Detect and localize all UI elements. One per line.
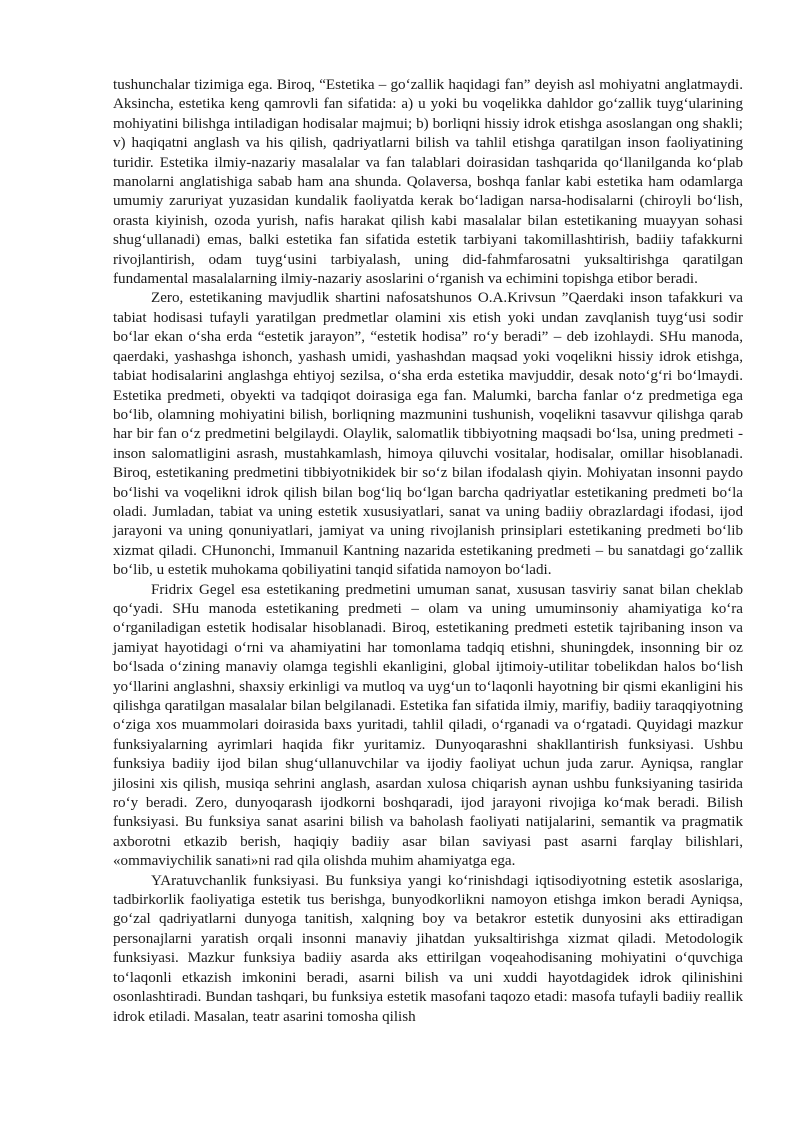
document-body [113, 76, 743, 1027]
paragraph-4: YAratuvchanlik funksiyasi. Bu funksiya yangi ko‘rinishdagi iqtisodiyotning estetik asoslariga, tadbirkorlik faoliyatiga estetik tus berishga, bunyodkorlikni namoyon etishga imkon beradi Ayniqsa, go‘zal qadriyatlarni dunyoga tanitish, xalqning boy va betakror estetik dunyosini aks ettiradigan personajlarni yaratish orqali insonni manaviy jihatdan yuksaltirishga xizmat qiladi. Metodologik funksiyasi. Mazkur funksiya badiiy asarda aks ettirilgan voqeahodisaning mohiyatini o‘quvchiga to‘laqonli etkazish imkonini beradi, asarni bilish va uni xuddi hayotdagidek idrok qilinishini osonlashtiradi. Bundan tashqari, bu funksiya estetik masofani taqozo etadi: masofa tufayli badiiy reallik idrok etiladi. Masalan, teatr asarini tomosha qilish [113, 872, 743, 1025]
paragraph-2: Zero, estetikaning mavjudlik shartini nafosatshunos O.A.Krivsun ”Qaerdaki inson tafakkuri va tabiat hodisasi tufayli yaratilgan predmetlar olamini xis etish yoki undan zavqlanish tuyg‘usi sodir bo‘lar ekan o‘sha erda “estetik jarayon”, “estetik hodisa” ro‘y beradi” – deb izohlaydi. SHu manoda, qaerdaki, yashashga ishonch, yashash umidi, yashashdan maqsad yoki voqelikni hissiy idrok etishga, tabiat hodisalarini anglashga ehtiyoj sezilsa, o‘sha erda estetika mavjuddir, desak noto‘g‘ri bo‘lmaydi. Estetika predmeti, obyekti va tadqiqot doirasiga ega fan. Malumki, barcha fanlar o‘z predmetiga ega bo‘lib, olamning mohiyatini bilish, borliqning mazmunini tushunish, voqelikni tasavvur qilishga qarab har bir fan o‘z predmetini belgilaydi. Olaylik, salomatlik tibbiyotning maqsadi bo‘lsa, uning predmeti - inson salomatligini asrash, mustahkamlash, himoya qiluvchi vositalar, hodisalar, omillar hisoblanadi. Biroq, estetikaning predmetini tibbiyotnikidek bir so‘z bilan ifodalash qiyin. Mohiyatan insonni paydo bo‘lishi va voqelikni idrok qilish bilan bog‘liq bo‘lgan barcha qadriyatlar estetikaning predmeti bo‘la oladi. Jumladan, tabiat va uning estetik xususiyatlari, sanat va uning badiiy obrazlardagi ifodasi, ijod jarayoni va uning qonuniyatlari, jamiyat va uning rivojlanish prinsiplari estetikaning predmeti bo‘lib xizmat qiladi. CHunonchi, Immanuil Kantning nazarida estetikaning predmeti – bu sanatdagi go‘zallik bo‘lib, u estetik muhokama qobiliyatini tanqid sifatida namoyon bo‘ladi. [113, 290, 743, 579]
paragraph-3: Fridrix Gegel esa estetikaning predmetini umuman sanat, xususan tasviriy sanat bilan cheklab qo‘yadi. SHu manoda estetikaning predmeti – olam va uning umuminsoniy ahamiyatiga ko‘ra o‘rganiladigan estetik hodisalar hisoblanadi. Biroq, estetikaning predmeti estetik tajribaning inson va jamiyat hayotidagi o‘rni va ahamiyatini har tomonlama tadqiq etishni, shuningdek, insonning bir oz bo‘lsada o‘zining manaviy olamga tegishli ekanligini, global ijtimoiy-utilitar tobelikdan halos bo‘lish yo‘llarini anglashni, shaxsiy erkinligi va mutloq va uyg‘un to‘laqonli hayotning bir qismi ekanligini his qilishga qaratilgan masalalar bilan belgilanadi. Estetika fan sifatida ilmiy, marifiy, badiiy taraqqiyotning o‘ziga xos muammolari doirasida baxs yuritadi, tahlil qiladi, o‘rganadi va o‘rgatadi. Quyidagi mazkur funksiyalarning ayrimlari haqida fikr yuritamiz. Dunyoqarashni shakllantirish funksiyasi. Ushbu funksiya badiiy ijod bilan shug‘ullanuvchilar va ijodiy faoliyat uchun juda zarur. Ayniqsa, ranglar jilosini xis qilish, musiqa sehrini anglash, asardan xulosa chiqarish aynan ushbu funksiyaning tasirida ro‘y beradi. Zero, dunyoqarash ijodkorni boshqaradi, ijod jarayoni rivojiga ko‘mak beradi. Bilish funksiyasi. Bu funksiya sanat asarini bilish va baholash faoliyati natijalarini, semantik va pragmatik axborotni etkazib berish, haqiqiy badiiy asar bilan saviyasi past asarni farqlay bilishlari, «ommaviychilik sanati»ni rad qila olishda muhim ahamiyatga ega. [113, 581, 743, 870]
paragraph-1: tushunchalar tizimiga ega. Biroq, “Estetika – go‘zallik haqidagi fan” deyish asl mohiyatni anglatmaydi. Aksincha, estetika keng qamrovli fan sifatida: a) u yoki bu voqelikka dahldor go‘zallik tuyg‘ularining mohiyatini bilishga intiladigan hodisalar majmui; b) borliqni hissiy idrok etishga asoslangan ong shakli; v) haqiqatni anglash va his qilish, qadriyatlarni bilish va tahlil etishga qaratilgan inson faoliyatining turidir. Estetika ilmiy-nazariy masalalar va fan talablari doirasidan tashqarida qo‘llanilganda ko‘plab manolarni anglatishiga sabab ham ana shunda. Qolaversa, boshqa fanlar kabi estetika ham odamlarga umumiy zaruriyat yuzasidan kundalik faoliyatda kerak bo‘ladigan narsa-hodisalarni (chiroyli bo‘lish, orasta kiyinish, ozoda yurish, nafis harakat qilish kabi masalalar bilan estetikaning muayyan sohasi shug‘ullanadi) emas, balki estetika fan sifatida estetik tarbiyani takomillashtirish, badiiy tafakkurni rivojlantirish, odam tuyg‘usini tarbiyalash, uning did-fahmfarosatni yuksaltirishga qaratilgan fundamental masalalarning ilmiy-nazariy asoslarini o‘rganish va echimini topishga etibor beradi. [113, 77, 743, 288]
